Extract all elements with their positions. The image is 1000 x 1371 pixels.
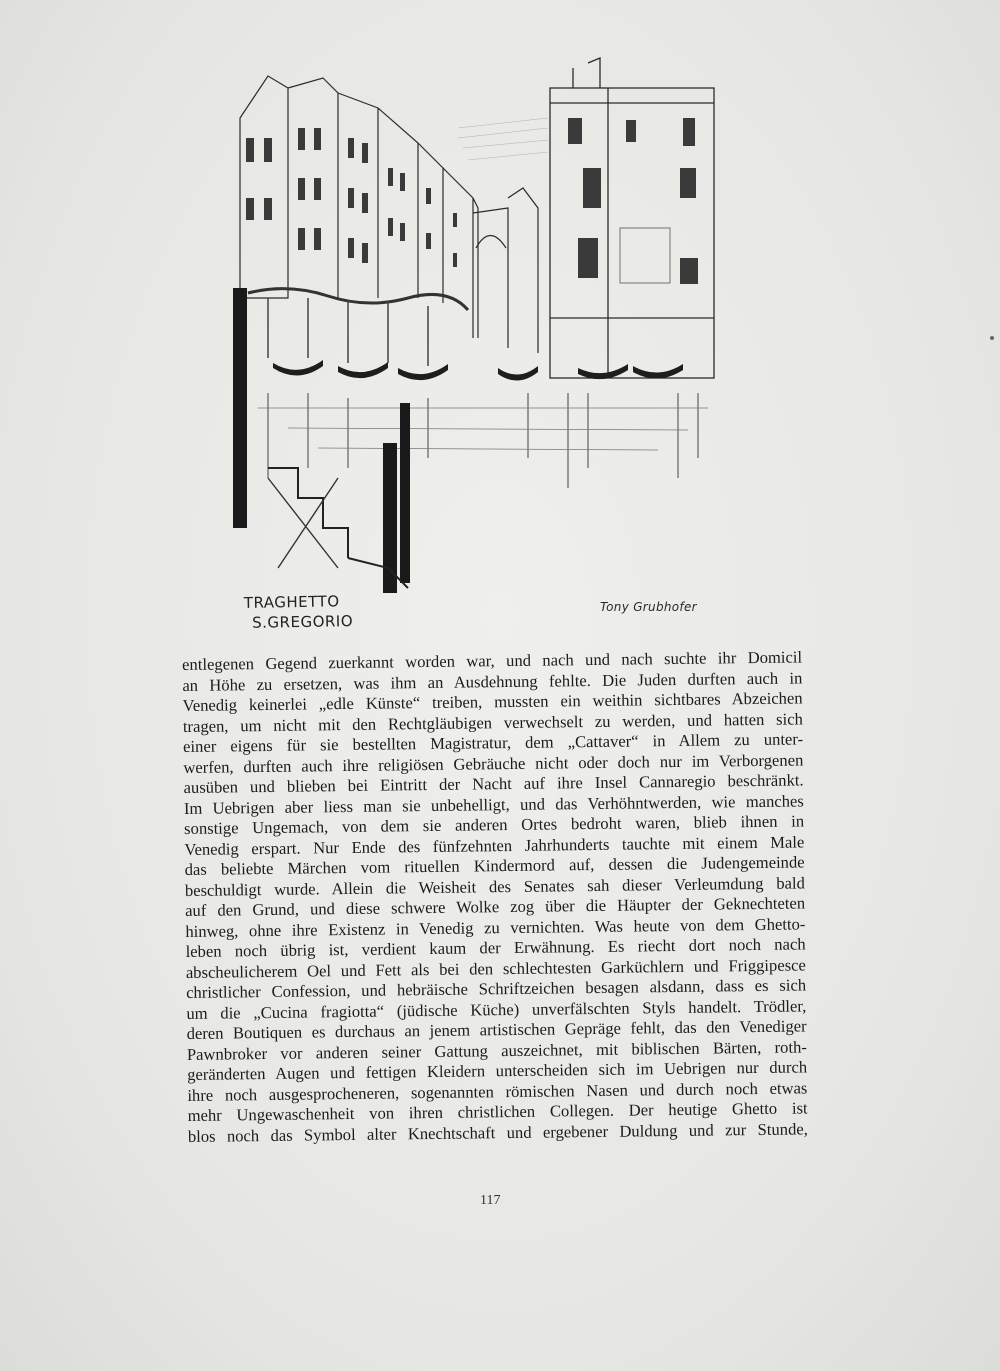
caption-line-2: S.GREGORIO <box>252 612 354 632</box>
text-line: ihre noch ausgesprocheneren, sogenannten römischen Nasen und durch noch etwas <box>187 1077 808 1105</box>
text-line: tragen, um nicht mit den Rechtgläubigen verwechselt zu werden, und hatten sich <box>182 708 803 736</box>
text-line: Venedig erspart. Nur Ende des fünfzehnten Jahrhunderts tauchte mit einem Male <box>184 831 805 859</box>
text-line: werfen, durften auch ihre religiösen Gebräuche nicht oder doch nur im Verborgenen <box>183 749 804 777</box>
text-line: beschuldigt wurde. Allein die Weisheit des Senates sah dieser Verleumdung bald <box>184 872 805 900</box>
text-line: geränderten Augen und fettigen Kleidern unterscheiden sich im Uebrigen nur durch <box>187 1057 808 1084</box>
text-line: Pawnbroker vor anderen seiner Gattung auszeichnet, mit biblischen Bärten, roth- <box>186 1036 807 1064</box>
artist-signature: Tony Grubhofer <box>600 600 697 614</box>
text-line: abscheulicherem Oel und Fett als bei den schlechtesten Garküchlern und Friggipesce <box>185 954 806 982</box>
text-line: an Höhe zu ersetzen, was ihm an Ausdehnung fehlte. Die Juden durften auch in <box>182 667 803 695</box>
text-line: ausüben und blieben bei Eintritt der Nacht auf ihre Insel Cannaregio beschränkt. <box>183 770 804 797</box>
text-line: um die „Cucina fragiotta“ (jüdische Küche) unverfälschten Styls handelt. Trödler, <box>186 995 807 1023</box>
text-line: Im Uebrigen aber liess man sie unbehelligt, und das Verhöhntwerden, wie manches <box>183 790 804 818</box>
text-line: Venedig keinerlei „edle Künste“ treiben, mussten ein weithin sichtbares Abzeichen <box>182 688 803 715</box>
text-line: einer eigens für sie bestellten Magistratur, dem „Cattaver“ in Allem zu unter- <box>183 729 804 756</box>
text-line: christlicher Confession, und hebräische Schriftzeichen besagen alsdann, dass es sich <box>186 975 807 1002</box>
text-line: leben noch übrig ist, verdient kaum der Erwähnung. Es riecht dort noch nach <box>185 934 806 961</box>
page-number: 117 <box>480 1193 501 1208</box>
margin-speck <box>990 336 994 340</box>
text-line: sonstige Ungemach, von dem sie anderen Ortes bedroht waren, blieb ihnen in <box>184 811 805 838</box>
caption-line-1: TRAGHETTO <box>243 592 340 612</box>
text-line: auf den Grund, und diese schwere Wolke zog über die Häupter der Geknechteten <box>185 893 806 920</box>
body-text <box>182 647 808 1147</box>
canal-illustration <box>228 48 728 660</box>
illustration-caption <box>244 591 354 633</box>
text-line: blos noch das Symbol alter Knechtschaft und ergebener Duldung und zur Stunde, <box>187 1118 808 1146</box>
text-line: mehr Ungewaschenheit von ihren christlichen Collegen. Der heutige Ghetto ist <box>187 1098 808 1125</box>
text-line: deren Boutiquen es durchaus an jenem artistischen Gepräge fehlt, das den Venediger <box>186 1016 807 1043</box>
text-line: entlegenen Gegend zuerkannt worden war, und nach und nach suchte ihr Domicil <box>182 647 803 674</box>
text-line: das beliebte Märchen vom rituellen Kindermord auf, dessen die Judengemeinde <box>184 852 805 879</box>
venice-canal-drawing <box>228 48 728 660</box>
text-line: hinweg, ohne ihre Existenz in Venedig zu vernichten. Was heute von dem Ghetto- <box>185 913 806 941</box>
